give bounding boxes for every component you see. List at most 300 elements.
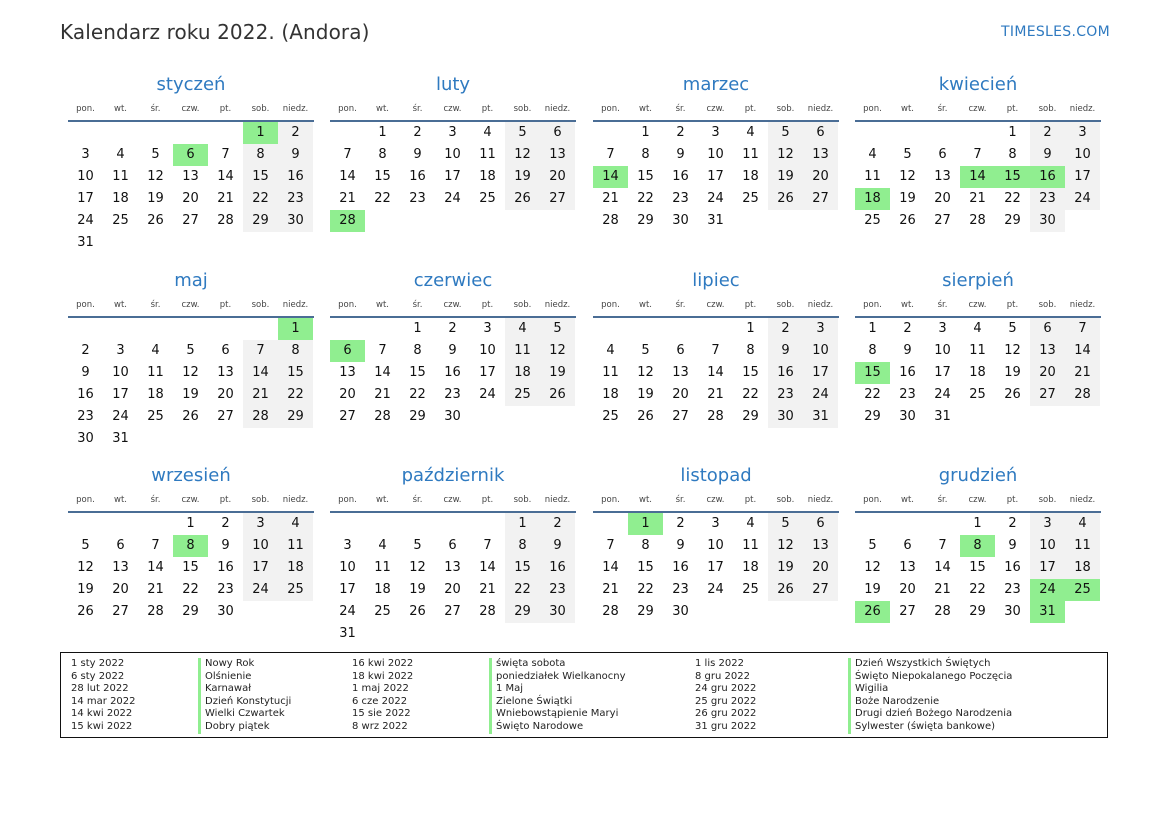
day-cell: 5	[151, 147, 160, 162]
day-cell: 31	[112, 431, 129, 446]
day-grid	[330, 513, 576, 645]
weekday-label: wt.	[639, 104, 652, 114]
day-cell: 14	[707, 365, 724, 380]
weekday-header	[855, 98, 1101, 122]
day-cell: 4	[746, 516, 755, 531]
day-cell: 22	[243, 188, 278, 210]
day-cell: 24	[243, 579, 278, 601]
day-cell: 8	[641, 147, 650, 162]
day-cell: 21	[217, 191, 234, 206]
day-cell: 8	[1008, 147, 1017, 162]
day-cell: 10	[1030, 535, 1065, 557]
day-cell: 27	[1030, 384, 1065, 406]
day-cell: 27	[934, 213, 951, 228]
empty-cell	[173, 318, 208, 340]
day-cell: 12	[1004, 343, 1021, 358]
day-cell: 25	[969, 387, 986, 402]
day-cell: 6	[540, 122, 575, 144]
day-cell: 2	[278, 122, 313, 144]
day-cell: 17	[444, 169, 461, 184]
day-cell: 23	[77, 409, 94, 424]
day-cell: 28	[243, 406, 278, 428]
day-cell: 15	[637, 169, 654, 184]
day-grid	[593, 318, 839, 428]
day-cell: 6	[676, 343, 685, 358]
weekday-label: wt.	[114, 300, 127, 310]
day-cell: 11	[112, 169, 129, 184]
weekday-label: czw.	[181, 495, 200, 505]
day-cell: 26	[147, 213, 164, 228]
day-cell: 12	[899, 169, 916, 184]
day-cell: 1	[868, 321, 877, 336]
day-cell: 5	[186, 343, 195, 358]
day-cell: 9	[676, 147, 685, 162]
holiday-date: 31 gru 2022	[695, 720, 757, 732]
day-cell: 18	[505, 362, 540, 384]
day-cell: 5	[540, 318, 575, 340]
day-cell: 7	[378, 343, 387, 358]
day-cell: 1	[378, 125, 387, 140]
day-cell: 22	[278, 384, 313, 406]
empty-cell	[103, 122, 138, 144]
day-cell: 10	[479, 343, 496, 358]
holiday-date: 1 lis 2022	[695, 658, 744, 669]
day-cell: 7	[711, 343, 720, 358]
day-cell: 21	[1065, 362, 1100, 384]
day-cell: 29	[1004, 213, 1021, 228]
day-cell: 14	[217, 169, 234, 184]
day-cell: 29	[969, 604, 986, 619]
day-cell: 3	[803, 318, 838, 340]
day-grid	[855, 513, 1101, 623]
day-cell: 9	[81, 365, 90, 380]
holiday-date: 8 gru 2022	[695, 670, 750, 682]
empty-cell	[663, 318, 698, 340]
day-cell: 2	[676, 125, 685, 140]
day-cell: 13	[217, 365, 234, 380]
day-cell: 24	[803, 384, 838, 406]
month-name: sierpień	[942, 270, 1014, 291]
day-cell: 27	[339, 409, 356, 424]
holiday-name: Olśnienie	[198, 671, 291, 684]
empty-cell	[593, 513, 628, 535]
day-cell: 28	[374, 409, 391, 424]
holiday-date: 6 sty 2022	[71, 670, 125, 682]
day-cell: 10	[444, 147, 461, 162]
day-cell: 10	[803, 340, 838, 362]
day-cell: 29	[637, 604, 654, 619]
weekday-label: czw.	[443, 495, 462, 505]
day-cell: 9	[448, 343, 457, 358]
day-cell: 19	[77, 582, 94, 597]
holiday-name: Święto Narodowe	[489, 721, 626, 734]
day-cell: 4	[278, 513, 313, 535]
day-cell: 23	[1004, 582, 1021, 597]
weekday-label: pon.	[338, 300, 357, 310]
day-cell: 18	[742, 560, 759, 575]
day-cell: 6	[803, 122, 838, 144]
day-cell: 29	[409, 409, 426, 424]
day-cell: 10	[1065, 144, 1100, 166]
holiday-day: 1	[278, 318, 313, 340]
weekday-label: śr.	[937, 300, 948, 310]
day-cell: 27	[540, 188, 575, 210]
holiday-date: 8 wrz 2022	[352, 720, 408, 732]
day-cell: 16	[77, 387, 94, 402]
empty-cell	[330, 122, 365, 144]
day-cell: 14	[1065, 340, 1100, 362]
day-cell: 9	[278, 144, 313, 166]
day-cell: 17	[1065, 166, 1100, 188]
day-cell: 28	[602, 604, 619, 619]
day-cell: 24	[479, 387, 496, 402]
weekday-label: pt.	[219, 104, 232, 114]
weekday-label: pon.	[863, 300, 882, 310]
weekday-label: czw.	[968, 495, 987, 505]
month-name: marzec	[682, 74, 750, 95]
day-cell: 13	[934, 169, 951, 184]
weekday-label: pt.	[219, 300, 232, 310]
day-cell: 8	[868, 343, 877, 358]
day-cell: 2	[81, 343, 90, 358]
day-cell: 6	[938, 147, 947, 162]
weekday-label: pon.	[76, 495, 95, 505]
month-calendar	[68, 72, 314, 254]
day-cell: 3	[116, 343, 125, 358]
day-cell: 15	[409, 365, 426, 380]
weekday-label: niedz.	[1069, 104, 1096, 114]
month-calendar	[593, 268, 839, 428]
holiday-name: Nowy Rok	[198, 658, 291, 671]
weekday-label: czw.	[706, 495, 725, 505]
weekday-label: sob.	[776, 104, 795, 114]
day-cell: 8	[505, 535, 540, 557]
day-cell: 12	[768, 144, 803, 166]
weekday-label: pt.	[481, 104, 494, 114]
day-cell: 16	[1004, 560, 1021, 575]
day-cell: 1	[186, 516, 195, 531]
day-cell: 27	[444, 604, 461, 619]
day-cell: 22	[969, 582, 986, 597]
day-cell: 25	[112, 213, 129, 228]
holiday-date: 18 kwi 2022	[352, 670, 414, 682]
day-cell: 29	[505, 601, 540, 623]
empty-cell	[890, 513, 925, 535]
day-cell: 24	[1065, 188, 1100, 210]
day-cell: 25	[505, 384, 540, 406]
weekday-label: niedz.	[1069, 495, 1096, 505]
day-cell: 21	[374, 387, 391, 402]
empty-cell	[925, 513, 960, 535]
day-cell: 11	[742, 147, 759, 162]
day-cell: 12	[768, 535, 803, 557]
empty-cell	[103, 318, 138, 340]
month-name: październik	[401, 465, 505, 486]
day-cell: 26	[409, 604, 426, 619]
empty-cell	[925, 122, 960, 144]
day-cell: 4	[505, 318, 540, 340]
day-cell: 20	[1030, 362, 1065, 384]
day-cell: 23	[768, 384, 803, 406]
day-cell: 3	[81, 147, 90, 162]
legend-date-column	[352, 658, 413, 734]
empty-cell	[435, 513, 470, 535]
day-cell: 13	[339, 365, 356, 380]
day-cell: 22	[182, 582, 199, 597]
day-cell: 7	[483, 538, 492, 553]
day-cell: 22	[864, 387, 881, 402]
holiday-name: Dzień Wszystkich Świętych	[848, 658, 1012, 671]
legend-name-column	[848, 658, 1012, 734]
day-cell: 31	[77, 235, 94, 250]
day-cell: 17	[112, 387, 129, 402]
weekday-label: śr.	[412, 495, 423, 505]
day-cell: 8	[243, 144, 278, 166]
day-cell: 14	[339, 169, 356, 184]
day-cell: 22	[1004, 191, 1021, 206]
day-cell: 17	[339, 582, 356, 597]
day-cell: 31	[934, 409, 951, 424]
day-cell: 14	[479, 560, 496, 575]
weekday-header	[593, 489, 839, 513]
weekday-label: pon.	[863, 104, 882, 114]
day-cell: 7	[938, 538, 947, 553]
day-cell: 6	[903, 538, 912, 553]
day-cell: 18	[1065, 557, 1100, 579]
day-cell: 7	[973, 147, 982, 162]
holiday-name: Sylwester (święta bankowe)	[848, 721, 1012, 734]
month-name: lipiec	[692, 270, 740, 291]
weekday-label: pon.	[601, 300, 620, 310]
day-cell: 11	[278, 535, 313, 557]
day-cell: 19	[182, 387, 199, 402]
day-cell: 21	[707, 387, 724, 402]
weekday-label: niedz.	[282, 104, 309, 114]
day-cell: 9	[221, 538, 230, 553]
day-cell: 21	[243, 384, 278, 406]
day-cell: 5	[413, 538, 422, 553]
weekday-label: pon.	[338, 495, 357, 505]
day-cell: 26	[768, 579, 803, 601]
holiday-day: 1	[243, 122, 278, 144]
day-cell: 18	[742, 169, 759, 184]
day-cell: 15	[969, 560, 986, 575]
day-cell: 20	[112, 582, 129, 597]
day-cell: 13	[182, 169, 199, 184]
day-cell: 24	[77, 213, 94, 228]
weekday-label: niedz.	[282, 495, 309, 505]
day-cell: 24	[339, 604, 356, 619]
day-cell: 30	[217, 604, 234, 619]
weekday-header	[593, 294, 839, 318]
holiday-date: 15 kwi 2022	[71, 720, 133, 732]
day-cell: 5	[768, 122, 803, 144]
day-cell: 31	[707, 213, 724, 228]
empty-cell	[365, 513, 400, 535]
weekday-header	[68, 98, 314, 122]
day-cell: 21	[147, 582, 164, 597]
weekday-label: sob.	[1038, 300, 1057, 310]
weekday-label: niedz.	[807, 495, 834, 505]
empty-cell	[68, 318, 103, 340]
day-cell: 23	[1030, 188, 1065, 210]
weekday-label: śr.	[150, 300, 161, 310]
holiday-name: Wielki Czwartek	[198, 708, 291, 721]
day-cell: 3	[711, 125, 720, 140]
day-cell: 1	[505, 513, 540, 535]
weekday-label: wt.	[114, 104, 127, 114]
day-cell: 5	[903, 147, 912, 162]
month-name: grudzień	[938, 465, 1018, 486]
day-cell: 11	[479, 147, 496, 162]
day-cell: 26	[637, 409, 654, 424]
empty-cell	[855, 122, 890, 144]
day-cell: 30	[444, 409, 461, 424]
month-calendar	[593, 463, 839, 623]
day-cell: 5	[1008, 321, 1017, 336]
empty-cell	[890, 122, 925, 144]
day-cell: 6	[116, 538, 125, 553]
empty-cell	[400, 513, 435, 535]
day-cell: 21	[339, 191, 356, 206]
holiday-date: 24 gru 2022	[695, 683, 757, 695]
month-calendar	[330, 463, 576, 645]
holiday-day: 14	[593, 166, 628, 188]
month-calendar	[330, 72, 576, 232]
weekday-label: czw.	[968, 104, 987, 114]
holiday-date: 26 gru 2022	[695, 708, 757, 720]
day-cell: 13	[112, 560, 129, 575]
day-cell: 5	[868, 538, 877, 553]
day-cell: 13	[803, 535, 838, 557]
day-cell: 28	[147, 604, 164, 619]
weekday-label: sob.	[1038, 495, 1057, 505]
holiday-date: 14 mar 2022	[71, 695, 136, 707]
month-name: maj	[174, 270, 208, 291]
day-cell: 20	[803, 557, 838, 579]
empty-cell	[960, 122, 995, 144]
day-cell: 7	[606, 147, 615, 162]
month-name: luty	[435, 74, 471, 95]
day-cell: 29	[742, 409, 759, 424]
day-cell: 30	[540, 601, 575, 623]
day-cell: 17	[77, 191, 94, 206]
weekday-label: niedz.	[1069, 300, 1096, 310]
day-cell: 19	[637, 387, 654, 402]
month-calendar	[68, 268, 314, 450]
day-cell: 28	[602, 213, 619, 228]
day-cell: 2	[768, 318, 803, 340]
empty-cell	[138, 318, 173, 340]
day-cell: 4	[973, 321, 982, 336]
empty-cell	[68, 122, 103, 144]
day-cell: 1	[1008, 125, 1017, 140]
day-cell: 31	[803, 406, 838, 428]
day-cell: 18	[969, 365, 986, 380]
day-cell: 16	[672, 169, 689, 184]
day-cell: 18	[602, 387, 619, 402]
day-cell: 30	[672, 604, 689, 619]
weekday-label: czw.	[443, 300, 462, 310]
day-cell: 26	[540, 384, 575, 406]
legend-name-column	[489, 658, 626, 734]
empty-cell	[138, 122, 173, 144]
holiday-day: 25	[1065, 579, 1100, 601]
day-cell: 18	[374, 582, 391, 597]
weekday-label: niedz.	[807, 104, 834, 114]
day-cell: 22	[374, 191, 391, 206]
day-cell: 9	[768, 340, 803, 362]
weekday-label: śr.	[412, 104, 423, 114]
holiday-day: 14	[960, 166, 995, 188]
holiday-day: 24	[1030, 579, 1065, 601]
weekday-header	[68, 489, 314, 513]
weekday-label: czw.	[706, 300, 725, 310]
day-cell: 27	[182, 213, 199, 228]
day-cell: 25	[742, 582, 759, 597]
day-cell: 20	[540, 166, 575, 188]
day-cell: 5	[81, 538, 90, 553]
day-cell: 16	[444, 365, 461, 380]
day-cell: 26	[899, 213, 916, 228]
weekday-label: sob.	[513, 300, 532, 310]
weekday-label: sob.	[513, 495, 532, 505]
day-cell: 4	[483, 125, 492, 140]
day-cell: 22	[505, 579, 540, 601]
weekday-label: pon.	[76, 104, 95, 114]
day-cell: 4	[868, 147, 877, 162]
holiday-date: 1 maj 2022	[352, 683, 409, 695]
weekday-label: pt.	[1006, 300, 1019, 310]
day-cell: 8	[278, 340, 313, 362]
day-cell: 10	[339, 560, 356, 575]
holiday-name: poniedziałek Wielkanocny	[489, 671, 626, 684]
day-cell: 10	[707, 538, 724, 553]
day-cell: 22	[409, 387, 426, 402]
day-cell: 18	[479, 169, 496, 184]
day-cell: 2	[448, 321, 457, 336]
site-link[interactable]: TIMESLES.COM	[1001, 24, 1110, 40]
day-cell: 12	[864, 560, 881, 575]
day-cell: 17	[479, 365, 496, 380]
day-cell: 12	[147, 169, 164, 184]
day-cell: 4	[151, 343, 160, 358]
day-cell: 27	[672, 409, 689, 424]
empty-cell	[698, 318, 733, 340]
weekday-label: pon.	[863, 495, 882, 505]
holiday-name: Dobry piątek	[198, 721, 291, 734]
day-cell: 19	[1004, 365, 1021, 380]
weekday-label: pt.	[744, 300, 757, 310]
day-cell: 20	[899, 582, 916, 597]
day-cell: 18	[147, 387, 164, 402]
day-cell: 1	[973, 516, 982, 531]
weekday-label: niedz.	[807, 300, 834, 310]
weekday-label: sob.	[251, 495, 270, 505]
day-cell: 14	[243, 362, 278, 384]
weekday-label: wt.	[901, 300, 914, 310]
day-cell: 25	[602, 409, 619, 424]
day-cell: 22	[742, 387, 759, 402]
day-cell: 2	[1030, 122, 1065, 144]
day-cell: 26	[77, 604, 94, 619]
day-cell: 25	[479, 191, 496, 206]
day-grid	[593, 513, 839, 623]
day-cell: 9	[540, 535, 575, 557]
holiday-name: Dzień Konstytucji	[198, 696, 291, 709]
day-cell: 19	[147, 191, 164, 206]
day-cell: 23	[672, 582, 689, 597]
